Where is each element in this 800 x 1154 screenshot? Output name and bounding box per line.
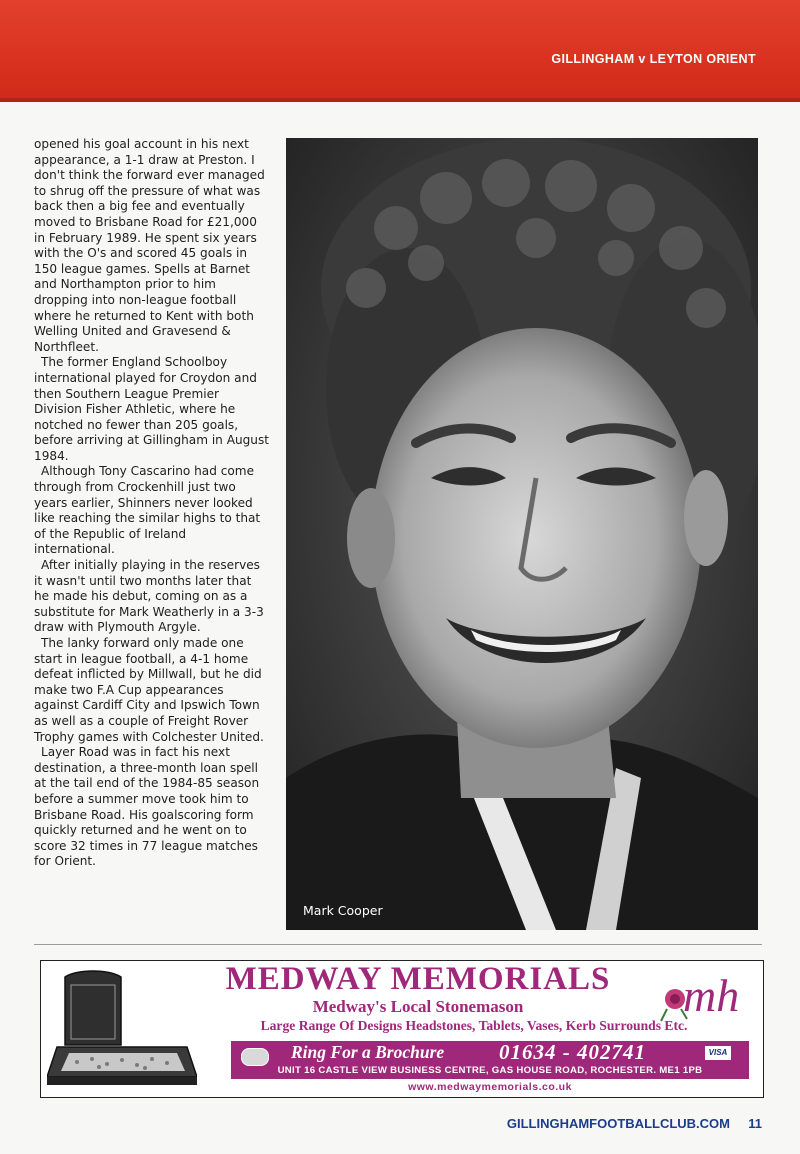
advert-subtitle: Medway's Local Stonemason: [312, 997, 524, 1016]
article-paragraph: Although Tony Cascarino had come through from Crockenhill just two years earlier, Shinners never looked like reaching the similar highs to that of the Republic of Ireland international.: [34, 464, 261, 557]
brochure-band[interactable]: [231, 1041, 749, 1079]
section-divider: [34, 944, 762, 945]
article-paragraph: The former England Schoolboy international played for Croydon and then Southern League Premier Division Fisher Athletic, where he notched no fewer than 205 goals, before arriving at Gillingham in August 1984.: [34, 355, 270, 463]
medway-memorials-advert[interactable]: [40, 960, 764, 1098]
photo-caption: Mark Cooper: [303, 903, 383, 918]
advert-title: MEDWAY MEMORIALS: [225, 961, 611, 997]
portrait-illustration: [286, 138, 758, 930]
card-badge-icon: [241, 1048, 269, 1066]
article-paragraph: opened his goal account in his next appearance, a 1-1 draw at Preston. I don't think the forward ever managed to shrug off the pressure of what was back then a big fee and eventually moved to Brisbane Road for £21,000 in February 1989. He spent six years with the O's and scored 45 goals in 150 league games. Spells at Barnet and Northampton prior to him dropping into non-league football where he returned to Kent with both Welling United and Gravesend & Northfleet.: [34, 137, 265, 354]
advert-website-link[interactable]: www.medwaymemorials.co.uk: [408, 1081, 572, 1093]
article-body: [34, 137, 270, 870]
advert-range: Large Range Of Designs Headstones, Tablets, Vases, Kerb Surrounds Etc.: [260, 1018, 688, 1033]
player-photo: [286, 138, 758, 930]
logo-letters: mh: [683, 970, 740, 1021]
headstone-icon: [47, 967, 197, 1091]
match-title: GILLINGHAM v LEYTON ORIENT: [551, 52, 756, 66]
article-paragraph: Layer Road was in fact his next destination, a three-month loan spell at the tail end of the 1984-85 season before a summer move took him to Brisbane Road. His goalscoring form quickly returned and he went on to score 32 times in 77 league matches for Orient.: [34, 745, 260, 869]
article-paragraph: After initially playing in the reserves it wasn't until two months later that he made his debut, coming on as a substitute for Mark Weatherly in a 3-3 draw with Plymouth Argyle.: [34, 558, 264, 635]
brochure-cta: Ring For a Brochure: [291, 1042, 445, 1062]
rose-icon: [653, 967, 753, 1025]
visa-icon: VISA: [705, 1046, 731, 1060]
phone-number[interactable]: 01634 - 402741: [499, 1040, 646, 1064]
medway-logo: [653, 967, 753, 1025]
advert-address: UNIT 16 CASTLE VIEW BUSINESS CENTRE, GAS HOUSE ROAD, ROCHESTER. ME1 1PB: [277, 1065, 703, 1076]
article-paragraph: The lanky forward only made one start in league football, a 4-1 home defeat inflicted by Millwall, but he did make two F.A Cup appearances against Cardiff City and Ipswich Town as well as a couple of Freight Rover Trophy games with Colchester United.: [34, 636, 264, 744]
footer-website: GILLINGHAMFOOTBALLCLUB.COM: [506, 1116, 730, 1131]
header-bar: [0, 0, 800, 102]
page-number: 11: [748, 1116, 762, 1131]
